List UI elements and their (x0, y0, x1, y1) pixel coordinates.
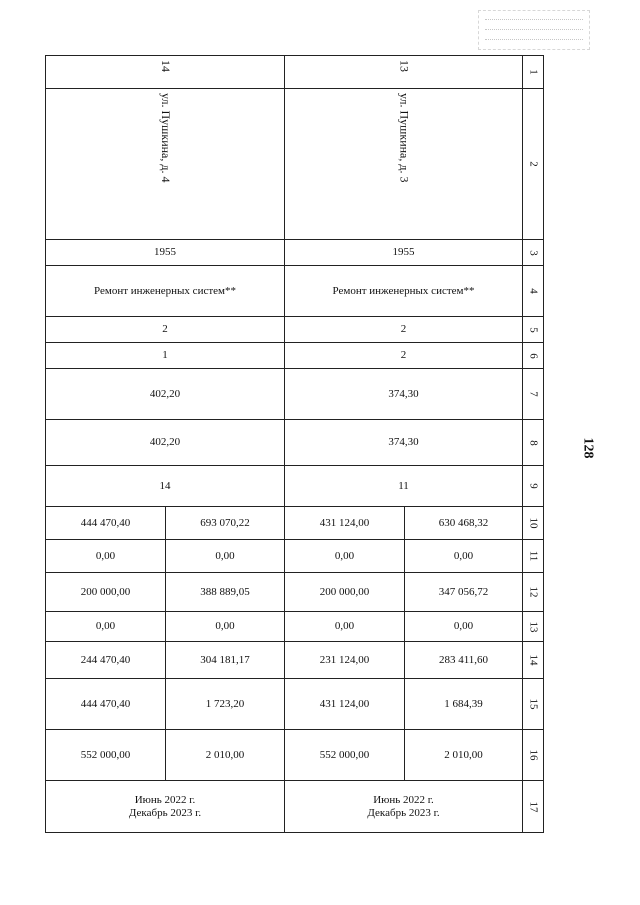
cell-value: 231 124,00 (285, 642, 405, 679)
cell-value: 388 889,05 (166, 573, 285, 612)
cell-year: 1955 (285, 240, 523, 266)
cell-value: 0,00 (405, 540, 523, 573)
row-number: 7 (523, 369, 544, 420)
page-number: 128 (580, 437, 596, 459)
table-row (46, 343, 544, 369)
cell-value: 402,20 (46, 369, 285, 420)
cell-value: 374,30 (285, 369, 523, 420)
cell-value: 0,00 (166, 612, 285, 642)
cell-value: 552 000,00 (46, 730, 166, 781)
row-number: 8 (523, 420, 544, 466)
cell-value: 0,00 (166, 540, 285, 573)
cell-value: 2 (46, 317, 285, 343)
cell-value: 200 000,00 (46, 573, 166, 612)
cell-value: 0,00 (285, 540, 405, 573)
period-end: Декабрь 2023 г. (367, 806, 440, 819)
cell-value: 1 684,39 (405, 679, 523, 730)
row-number: 4 (523, 266, 544, 317)
table-row (46, 266, 544, 317)
row-number: 16 (523, 730, 544, 781)
table-row (46, 317, 544, 343)
cell-value: 0,00 (46, 540, 166, 573)
row-number: 2 (523, 89, 544, 240)
cell-value: 0,00 (46, 612, 166, 642)
table-row (46, 573, 544, 612)
cell-value: 1 723,20 (166, 679, 285, 730)
period-start: Июнь 2022 г. (373, 793, 434, 806)
period-start: Июнь 2022 г. (134, 793, 196, 806)
cell-work: Ремонт инженерных систем** (46, 266, 285, 317)
cell-address: ул. Пушкина, д. 3 (285, 89, 523, 240)
row-number: 13 (523, 612, 544, 642)
cell-value: 200 000,00 (285, 573, 405, 612)
cell-value: 444 470,40 (46, 679, 166, 730)
cell-value: 402,20 (46, 420, 285, 466)
cell-value: 431 124,00 (285, 679, 405, 730)
cell-value: 244 470,40 (46, 642, 166, 679)
table-row (46, 507, 544, 540)
table-row (46, 781, 544, 833)
table-row (46, 89, 544, 240)
row-number: 1 (523, 56, 544, 89)
row-number: 5 (523, 317, 544, 343)
row-number: 17 (523, 781, 544, 833)
table-row (46, 612, 544, 642)
table-row (46, 540, 544, 573)
cell-value: 1 (46, 343, 285, 369)
cell-value: 347 056,72 (405, 573, 523, 612)
row-number: 14 (523, 642, 544, 679)
cell-value: 0,00 (405, 612, 523, 642)
row-number: 10 (523, 507, 544, 540)
table-row (46, 466, 544, 507)
cell-value: 283 411,60 (405, 642, 523, 679)
cell-value: 444 470,40 (46, 507, 166, 540)
cell-value: 0,00 (285, 612, 405, 642)
row-number: 11 (523, 540, 544, 573)
cell-value: 2 (285, 317, 523, 343)
row-number: 3 (523, 240, 544, 266)
approval-stamp (478, 10, 590, 50)
cell-value: 11 (285, 466, 523, 507)
row-number: 6 (523, 343, 544, 369)
row-number: 9 (523, 466, 544, 507)
cell-id: 13 (285, 56, 523, 89)
cell-value: 693 070,22 (166, 507, 285, 540)
period-end: Декабрь 2023 г. (128, 806, 202, 819)
row-number: 15 (523, 679, 544, 730)
cell-address: ул. Пушкина, д. 4 (46, 89, 285, 240)
table-row (46, 679, 544, 730)
cell-value: 374,30 (285, 420, 523, 466)
table-row (46, 240, 544, 266)
table-row (46, 420, 544, 466)
row-number: 12 (523, 573, 544, 612)
cell-value: 552 000,00 (285, 730, 405, 781)
cell-value: 304 181,17 (166, 642, 285, 679)
table-row (46, 730, 544, 781)
table-row (46, 369, 544, 420)
cell-year: 1955 (46, 240, 285, 266)
cell-period (46, 781, 285, 833)
cell-period (285, 781, 523, 833)
cell-work: Ремонт инженерных систем** (285, 266, 523, 317)
table-row (46, 642, 544, 679)
cell-value: 2 (285, 343, 523, 369)
cell-value: 630 468,32 (405, 507, 523, 540)
cell-value: 2 010,00 (166, 730, 285, 781)
cell-value: 431 124,00 (285, 507, 405, 540)
cell-value: 2 010,00 (405, 730, 523, 781)
cell-value: 14 (46, 466, 285, 507)
table-row (46, 56, 544, 89)
data-table (45, 55, 544, 833)
cell-id: 14 (46, 56, 285, 89)
